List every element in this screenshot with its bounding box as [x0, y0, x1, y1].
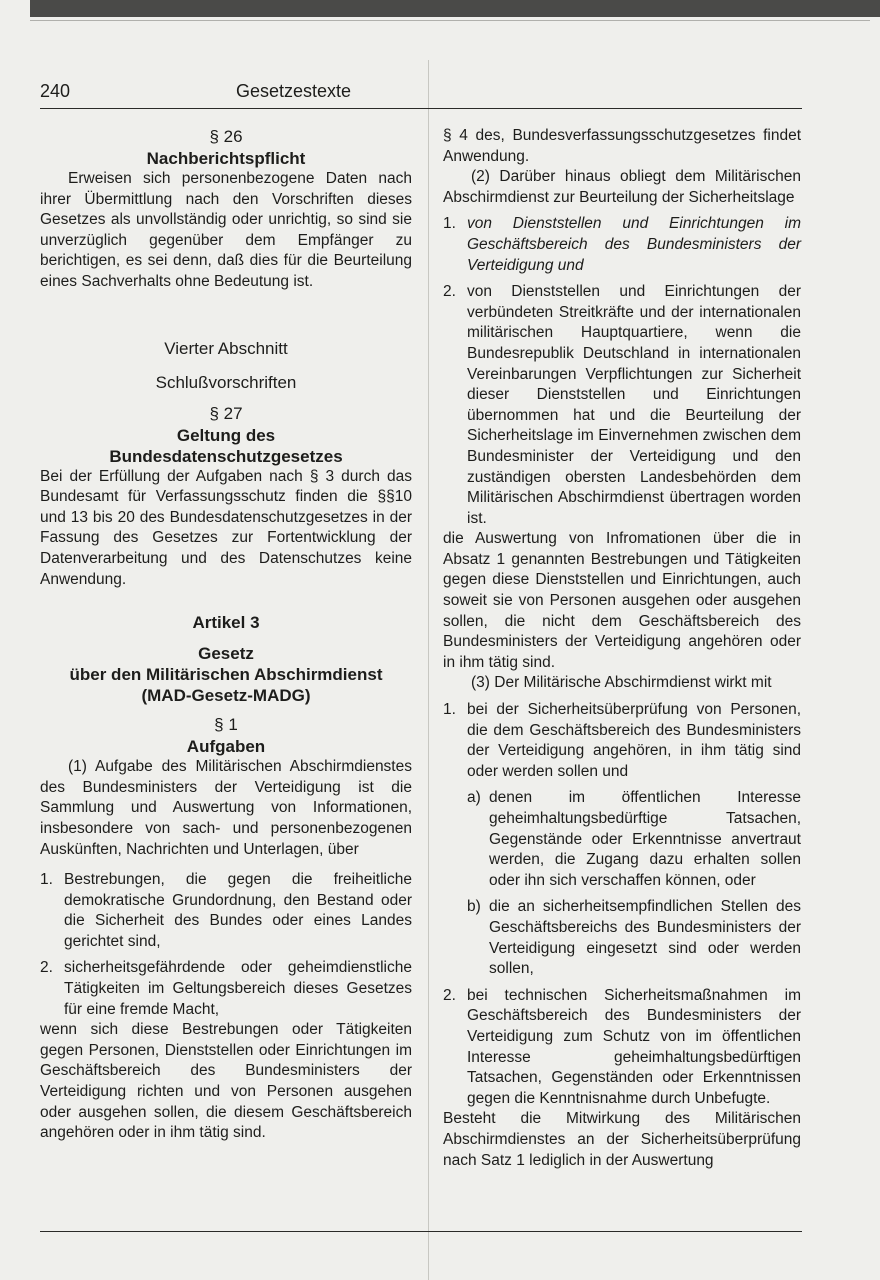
list-item-number: 2.: [40, 959, 53, 977]
list-item-text: von Dienststellen und Einrichtungen im Geschäftsbereich des Bundesministers der Verteidigung und: [467, 215, 801, 274]
sub-list-item-letter: a): [467, 789, 481, 807]
list-item-text: Bestrebungen, die gegen die freiheitliche demokratische Grundordnung, den Bestand oder die Sicherheit des Bundes oder eines Landes gerichtet sind,: [64, 871, 412, 950]
list-item-number: 2.: [443, 283, 456, 301]
sub-list-item-text: denen im öffentlichen Interesse geheimhaltungsbedürftige Tatsachen, Gegenstände oder Erkenntnisse anvertraut werden, die Zugang dazu erhalten sollen oder ihn sich verschaffen können, oder: [489, 789, 801, 889]
abschnitt-label: Vierter Abschnitt: [164, 338, 288, 358]
sub-list-item-text: die an sicherheitsempfindlichen Stellen des Geschäftsbereichs des Bundesministers der Verteidigung eingesetzt sind oder werden sollen,: [489, 898, 801, 978]
list-item: [40, 870, 412, 952]
list-item-number: 1.: [443, 701, 456, 719]
scan-top-line: [30, 20, 870, 21]
artikel-label: Artikel 3: [192, 613, 260, 633]
list-item: [443, 986, 801, 1110]
section-27-title: Geltung des Bundesdatenschutzgesetzes: [109, 425, 343, 466]
section-26-title: Nachberichtspflicht: [146, 149, 306, 168]
artikel-title-3: (MAD-Gesetz-MADG): [141, 686, 311, 706]
paragraph-2: (2) Darüber hinaus obliegt dem Militärischen Abschirmdienst zur Beurteilung der Sicherheitslage: [443, 168, 801, 206]
final-paragraph: Besteht die Mitwirkung des Militärischen Abschirmdienstes an der Sicherheitsüberprüfung nach Satz 1 lediglich in der Auswertung: [443, 1110, 801, 1169]
gutter-line: [428, 60, 429, 1280]
artikel-title-1: Gesetz: [198, 644, 254, 664]
list-item: [443, 214, 801, 276]
section-1-closing: wenn sich diese Bestrebungen oder Tätigkeiten gegen Personen, Dienststellen oder Einrichtungen im Geschäftsbereich des Bundesministers der Verteidigung richten und von Personen ausgehen oder ausgehen sollen, die diesem Geschäftsbereich angehören oder in ihm tätig sind.: [40, 1021, 412, 1142]
section-27-text: Bei der Erfüllung der Aufgaben nach § 3 durch das Bundesamt für Verfassungsschutz finden die §§10 und 13 bis 20 des Bundesdatenschutzgesetzes in der Fassung des Gesetzes zur Fortentwicklung der Datenverarbeitung und des Datenschutzes keine Anwendung.: [40, 467, 412, 588]
paragraph-2-closing: die Auswertung von Infromationen über die in Absatz 1 genannten Bestrebungen und Tätigkeiten gegen diese Dienststellen und Einrichtungen, auch soweit sie von Personen ausgehen oder ausgehen sollen, die nicht dem Geschäftsbereich des Bundesministers der Verteidigung angehören oder in ihm tätig sind.: [443, 530, 801, 671]
scan-top-edge: [30, 0, 880, 17]
section-1-number: § 1: [214, 715, 238, 735]
section-1-paragraph-1: (1) Aufgabe des Militärischen Abschirmdienstes des Bundesministers der Verteidigung ist die Sammlung und Auswertung von Informationen, insbesondere von sach- und personenbezogenen Auskünften, Nachrichten und Unterlagen, über: [40, 758, 412, 858]
running-title: Gesetzestexte: [236, 81, 352, 101]
continuation-text: § 4 des, Bundesverfassungsschutzgesetzes findet Anwendung.: [443, 127, 801, 165]
section-26-number: § 26: [209, 127, 243, 146]
list-item: [443, 700, 801, 782]
section-26-text: Erweisen sich personenbezogene Daten nach ihrer Übermittlung nach den Vorschriften dieses Gesetzes als unvollständig oder unrichtig, so sind sie unverzüglich gegenüber dem Empfänger zu berichtigen, es sei denn, daß dies für die Beurteilung eines Sachverhalts ohne Bedeutung ist.: [40, 170, 412, 290]
right-column: [443, 126, 801, 1171]
sub-list-item: [443, 897, 801, 979]
artikel-title-2: über den Militärischen Abschirmdienst: [69, 665, 383, 685]
list-item-text: von Dienststellen und Einrichtungen der verbündeten Streitkräfte und der internationalen militärischen Hauptquartiere, wenn die Bundesrepublik Deutschland in internationalen Vereinbarungen Verpflichtungen zur Sicherheit dieser Dienststellen und Einrichtungen übernommen hat und die Beurteilung der Sicherheitslage im Einvernehmen zwischen dem Bundesminister der Verteidigung und den zuständigen obersten Landesbehörden dem Militärischen Abschirmdienst übertragen worden ist.: [467, 283, 801, 527]
section-27-number: § 27: [209, 403, 243, 423]
list-item-number: 1.: [40, 871, 53, 889]
list-item-number: 1.: [443, 215, 456, 233]
footer-rule: [40, 1231, 802, 1232]
abschnitt-title: Schlußvorschriften: [155, 372, 297, 392]
sub-list-item: [443, 788, 801, 891]
list-item: [40, 958, 412, 1020]
list-item-text: sicherheitsgefährdende oder geheimdienstliche Tätigkeiten im Geltungsbereich dieses Gesetzes für eine fremde Macht,: [64, 959, 412, 1018]
header-rule: [40, 108, 802, 109]
left-column: [40, 126, 412, 1144]
page-number: 240: [40, 81, 71, 101]
section-1-title: Aufgaben: [186, 737, 266, 757]
list-item-text: bei der Sicherheitsüberprüfung von Personen, die dem Geschäftsbereich des Bundesministers der Verteidigung angehören, in ihm tätig sind oder werden sollen und: [467, 701, 801, 780]
list-item-number: 2.: [443, 986, 456, 1004]
list-item: [443, 282, 801, 529]
sub-list-item-letter: b): [467, 898, 481, 916]
paragraph-3: (3) Der Militärische Abschirmdienst wirkt mit: [471, 674, 772, 692]
list-item-text: bei technischen Sicherheitsmaßnahmen im Geschäftsbereich des Bundesministers der Verteidigung zum Schutz von im öffentlichen Interesse geheimhaltungsbedürftigen Tatsachen, Gegenständen oder Erkenntnissen gegen die Kenntnisnahme durch Unbefugte.: [467, 986, 801, 1107]
